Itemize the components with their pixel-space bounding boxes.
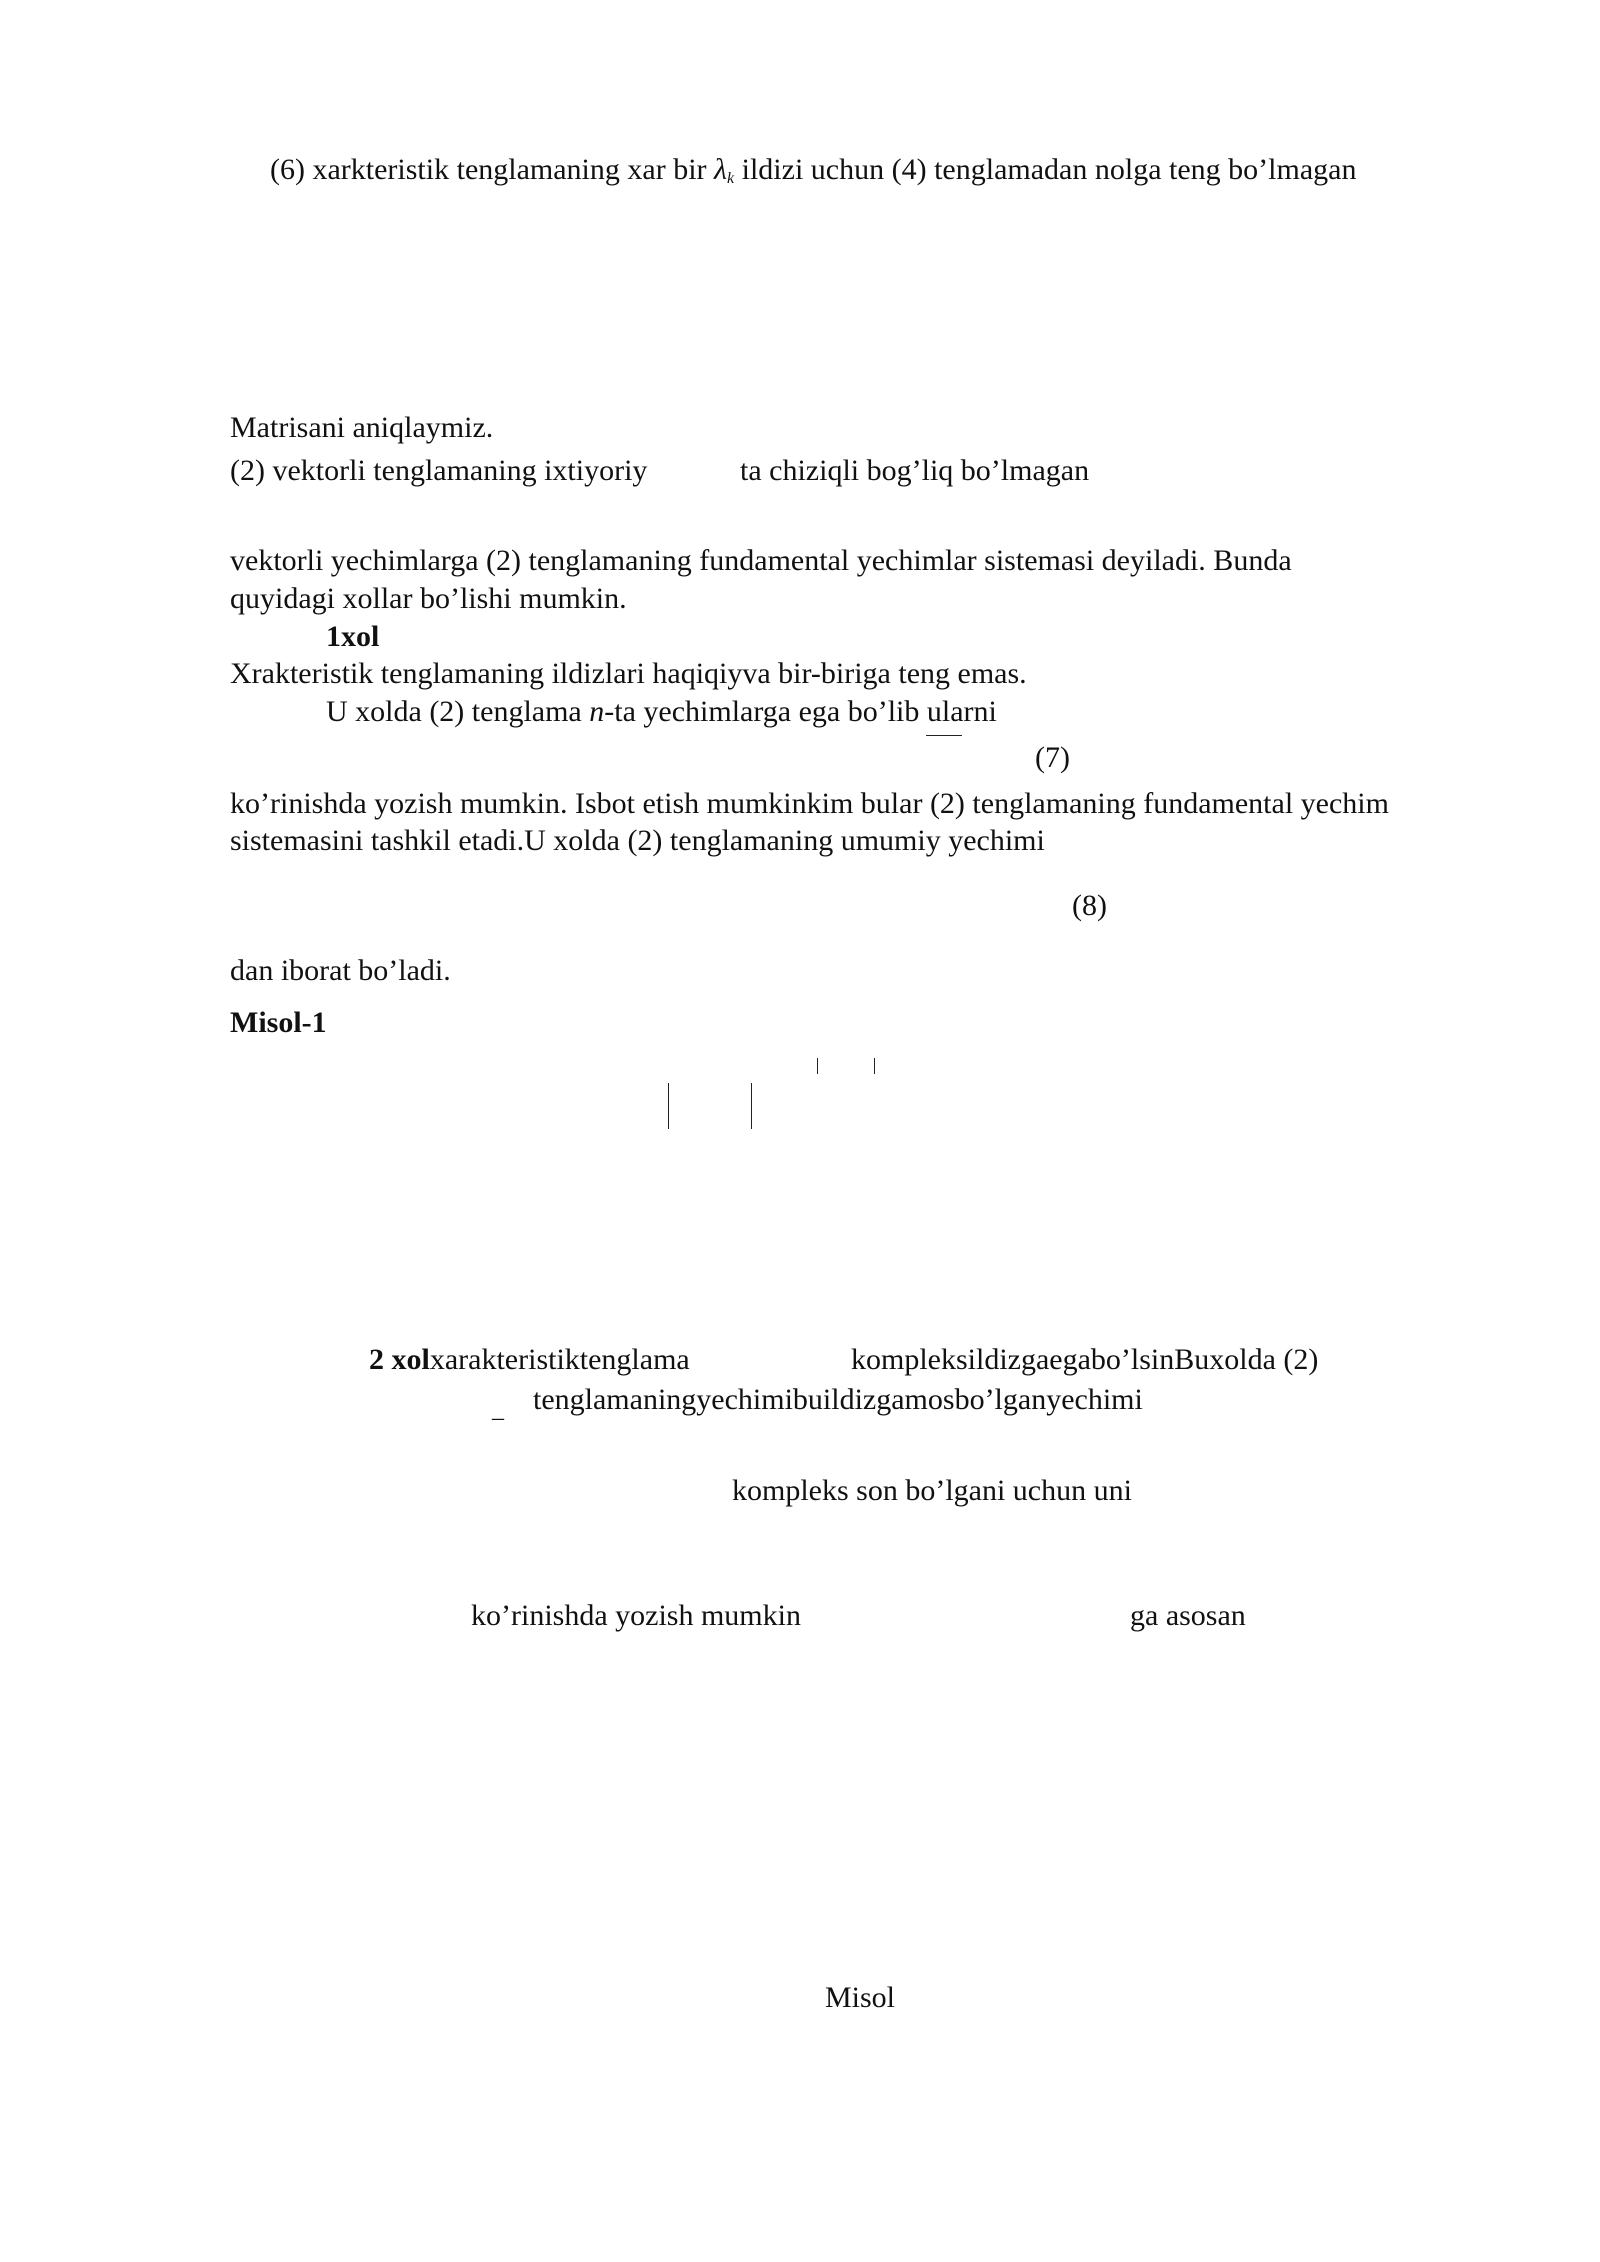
based-on-line: ga asosan	[1130, 1599, 1246, 1632]
lambda-symbol: λ	[714, 153, 728, 186]
example-heading: Misol	[825, 1981, 896, 2014]
n-solutions-post: -ta yechimlarga ega bo’lib ularni	[604, 695, 997, 728]
determinant-bar-small-left	[817, 1058, 818, 1074]
consists-line: dan iborat bo’ladi.	[230, 954, 451, 987]
determinant-bar-left	[668, 1083, 669, 1129]
solution-root-line: tenglamaningyechimibuildizgamosbo’lganyechimi	[533, 1383, 1143, 1416]
equation-number-7: (7)	[1035, 741, 1070, 774]
overline-mark	[926, 735, 962, 736]
line-text-pre: (6) xarkteristik tenglamaning xar bir	[270, 153, 707, 186]
n-solutions-line	[326, 694, 997, 730]
cases-line: quyidagi xollar bo’lishi mumkin.	[230, 582, 627, 615]
case-2-line	[369, 1342, 690, 1378]
writing-form-line: ko’rinishda yozish mumkin	[471, 1599, 801, 1632]
complex-number-line: kompleks son bo’lgani uchun uni	[732, 1474, 1132, 1507]
n-solutions-pre: U xolda (2) tenglama	[326, 695, 582, 728]
vector-equation-line-b: ta chiziqli bog’liq bo’lmagan	[740, 454, 1090, 487]
proof-line: ko’rinishda yozish mumkin. Isbot etish mumkinkim bular (2) tenglamaning fundamental yechim	[230, 787, 1389, 820]
line-characteristic-root	[270, 152, 1356, 197]
complex-root-line: kompleksildizgaegabo’lsinBuxolda (2)	[851, 1343, 1319, 1376]
matrix-line: Matrisani aniqlaymiz.	[230, 411, 494, 444]
general-solution-line: sistemasini tashkil etadi.U xolda (2) tenglamaning umumiy yechimi	[230, 824, 1045, 857]
determinant-bar-right	[751, 1083, 752, 1129]
conjugate-dash: _	[492, 1397, 504, 1423]
n-symbol: n	[589, 695, 605, 728]
case-2-heading: 2 xol	[369, 1343, 430, 1376]
determinant-bar-small-right	[874, 1058, 875, 1074]
fundamental-solutions-line: vektorli yechimlarga (2) tenglamaning fundamental yechimlar sistemasi deyiladi. Bunda	[230, 544, 1292, 577]
equation-number-8: (8)	[1072, 889, 1107, 922]
line-text-post: ildizi uchun (4) tenglamadan nolga teng bo’lmagan	[741, 153, 1357, 186]
lambda-subscript: k	[727, 170, 735, 187]
real-roots-line: Xrakteristik tenglamaning ildizlari haqiqiyva bir-biriga teng emas.	[230, 657, 1027, 690]
case-2-text: xarakteristiktenglama	[429, 1343, 690, 1376]
vector-equation-line-a: (2) vektorli tenglamaning ixtiyoriy	[230, 454, 648, 487]
case-1-heading: 1xol	[326, 620, 380, 653]
example-1-heading: Misol-1	[230, 1006, 327, 1039]
